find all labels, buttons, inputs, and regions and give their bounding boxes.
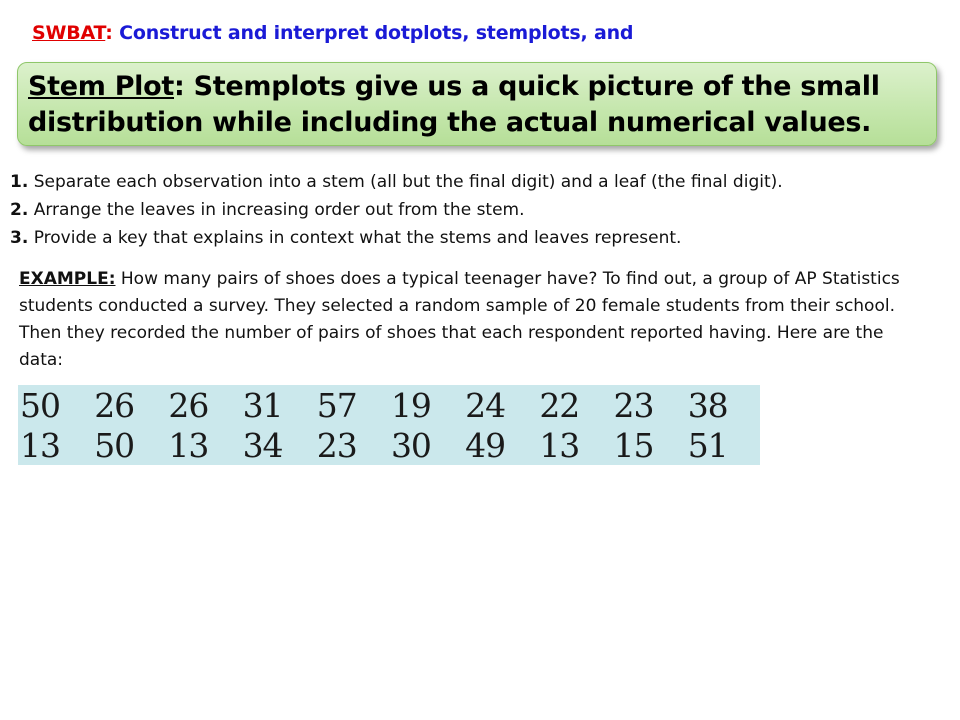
data-cell: 24: [465, 385, 506, 425]
table-row: [18, 425, 760, 465]
step-item: [10, 196, 930, 224]
swbat-label: SWBAT: [32, 22, 106, 44]
data-cell: 49: [465, 425, 506, 465]
data-cell: 13: [539, 425, 580, 465]
example-text: How many pairs of shoes does a typical teenager have? To find out, a group of AP Statistics students conducted a survey. They selected a random sample of 20 female students from their school. Then they recorded the number of pairs of shoes that each respondent reported having. Here are the data:: [19, 269, 900, 370]
data-cell: 26: [94, 385, 135, 425]
definition-text: [28, 69, 926, 141]
data-cell: 30: [390, 425, 431, 465]
step-item: [10, 168, 930, 196]
data-cell: 15: [613, 425, 654, 465]
swbat-objective: Construct and interpret dotplots, stemplots, and: [112, 22, 634, 44]
step-text: Separate each observation into a stem (all but the final digit) and a leaf (the final digit).: [28, 172, 783, 192]
steps-list: [10, 168, 930, 252]
swbat-colon: :: [105, 22, 113, 44]
definition-body: : Stemplots give us a quick picture of the small distribution while including the actual numerical values.: [28, 71, 880, 138]
step-number: 3.: [10, 228, 29, 248]
data-cell: 51: [687, 425, 728, 465]
example-paragraph: [19, 266, 924, 374]
definition-box: [17, 62, 937, 146]
data-cell: 23: [316, 425, 357, 465]
data-cell: 23: [613, 385, 654, 425]
data-cell: 57: [316, 385, 357, 425]
table-row: [18, 385, 760, 425]
step-number: 2.: [10, 200, 29, 220]
data-cell: 34: [242, 425, 283, 465]
step-item: [10, 224, 930, 252]
data-cell: 22: [539, 385, 580, 425]
data-cell: 50: [20, 385, 60, 425]
example-label: EXAMPLE:: [19, 269, 116, 289]
step-text: Arrange the leaves in increasing order out from the stem.: [28, 200, 525, 220]
data-cell: 50: [94, 425, 135, 465]
data-cell: 38: [687, 385, 728, 425]
page-header: [32, 22, 633, 44]
data-cell: 13: [20, 425, 60, 465]
data-cell: 19: [390, 385, 431, 425]
definition-term: Stem Plot: [28, 71, 174, 102]
shoe-data-table: [18, 385, 760, 465]
step-number: 1.: [10, 172, 29, 192]
data-cell: 26: [168, 385, 209, 425]
data-cell: 31: [242, 385, 283, 425]
data-cell: 13: [168, 425, 209, 465]
step-text: Provide a key that explains in context what the stems and leaves represent.: [28, 228, 682, 248]
